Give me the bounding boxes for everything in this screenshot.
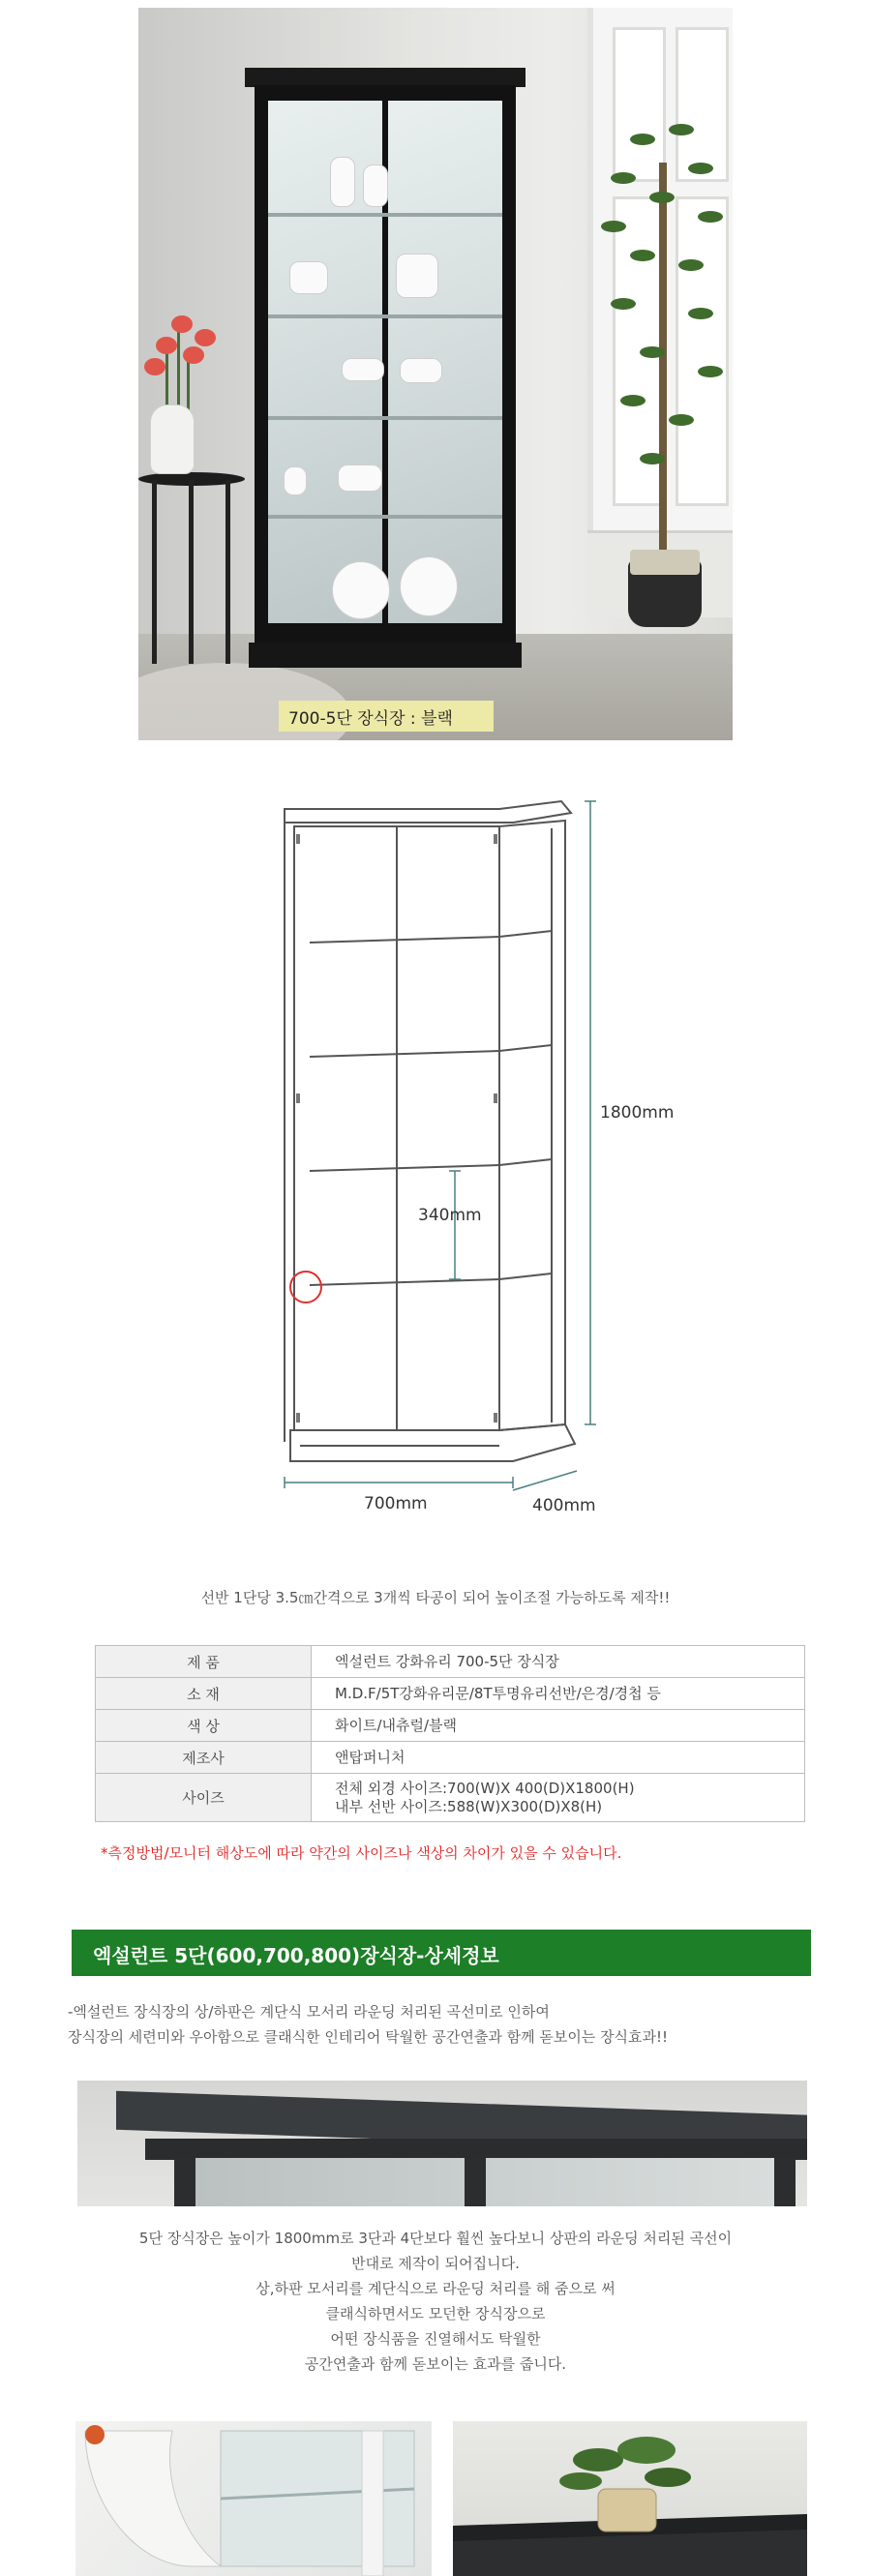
potted-plant xyxy=(591,105,733,617)
section-header xyxy=(72,1930,811,1976)
top-detail-photo xyxy=(453,2421,807,2576)
spec-value: 전체 외경 사이즈:700(W)X 400(D)X1800(H) 내부 선반 사이즈:588(W)X300(D)X8(H) xyxy=(312,1774,805,1822)
shelf-gap-dimension: 340mm xyxy=(418,1206,482,1225)
dimension-drawing xyxy=(252,774,697,1548)
cabinet-line-drawing xyxy=(252,774,697,1548)
crown-detail-photo xyxy=(77,2081,807,2206)
spec-key: 제조사 xyxy=(96,1742,312,1774)
flower xyxy=(156,337,177,354)
disclaimer: *측정방법/모니터 해상도에 따라 약간의 사이즈나 색상의 차이가 있을 수 있습니다. xyxy=(101,1844,622,1862)
product-caption: 700-5단 장식장 : 블랙 xyxy=(279,701,494,732)
side-table xyxy=(138,472,245,666)
spec-table xyxy=(95,1645,805,1822)
spec-key: 색 상 xyxy=(96,1710,312,1742)
spec-value: 앤탑퍼니처 xyxy=(312,1742,805,1774)
table-row xyxy=(96,1646,805,1678)
spec-key: 사이즈 xyxy=(96,1774,312,1822)
spec-key: 소 재 xyxy=(96,1678,312,1710)
table-row xyxy=(96,1742,805,1774)
spec-value: 엑설런트 강화유리 700-5단 장식장 xyxy=(312,1646,805,1678)
detail-paragraph: 5단 장식장은 높이가 1800mm로 3단과 4단보다 훨씬 높다보니 상판의 라운딩 처리된 곡선이 반대로 제작이 되어집니다. 상,하판 모서리를 계단식으로 라운딩 처리를 해 줌으로 써 클래식하면서도 모던한 장식장으로 어떤 장식품을 진열해서도 탁월한 공간연출과 함께 돋보이는 효과를 줍니다. xyxy=(138,2230,733,2373)
glass-cabinet xyxy=(255,68,516,668)
shelf-note: 선반 1단당 3.5㎝간격으로 3개씩 타공이 되어 높이조절 가능하도록 제작!! xyxy=(200,1589,671,1606)
width-dimension: 700mm xyxy=(364,1494,428,1513)
section-title: 엑설런트 5단(600,700,800)장식장-상세정보 xyxy=(93,1944,499,1967)
glass-shelf-detail-photo xyxy=(75,2421,432,2576)
table-row xyxy=(96,1678,805,1710)
depth-dimension: 400mm xyxy=(532,1496,596,1515)
vase xyxy=(150,404,195,474)
spec-value: M.D.F/5T강화유리문/8T투명유리선반/은경/경첩 등 xyxy=(312,1678,805,1710)
section-description: -엑설런트 장식장의 상/하판은 계단식 모서리 라운딩 처리된 곡선미로 인하여 장식장의 세련미와 우아함으로 클래식한 인테리어 탁월한 공간연출과 함께 돋보이는 장식효과!! xyxy=(68,2003,669,2046)
spec-key: 제 품 xyxy=(96,1646,312,1678)
spec-value: 화이트/내츄럴/블랙 xyxy=(312,1710,805,1742)
table-row xyxy=(96,1710,805,1742)
table-row xyxy=(96,1774,805,1822)
product-photo xyxy=(138,8,733,740)
height-dimension: 1800mm xyxy=(600,1103,675,1123)
